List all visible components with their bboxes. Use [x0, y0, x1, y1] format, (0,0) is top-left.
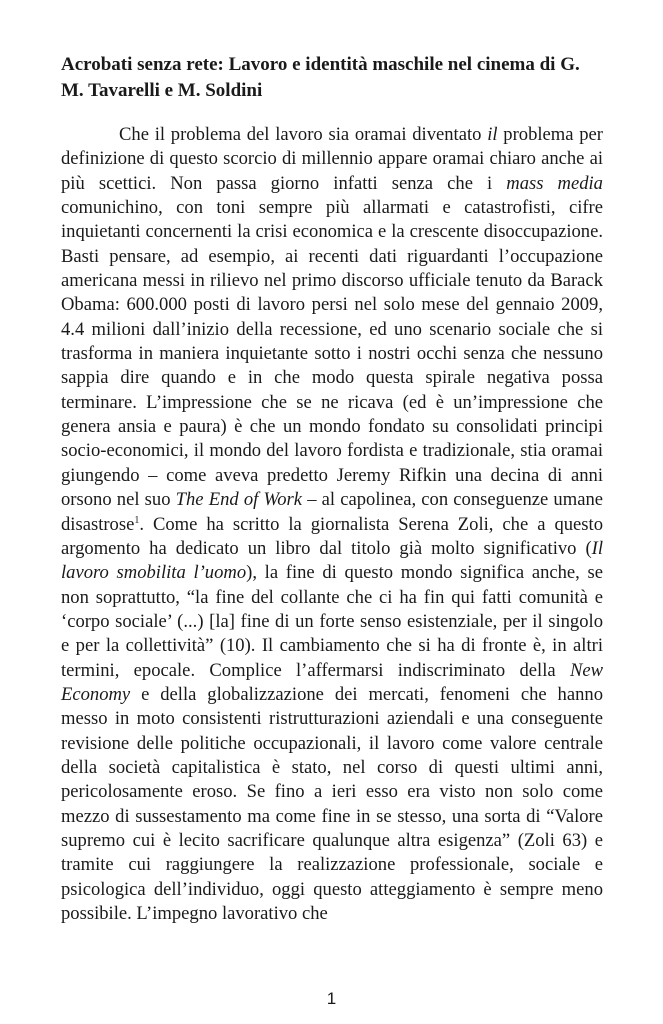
text-run: problema per definizione di questo scorcio di millennio appare oramai chiaro anche ai più scettici. Non passa giorno infatti senza che i [61, 124, 603, 194]
italic-run: New Economy [61, 659, 603, 705]
italic-run: The End of Work [175, 489, 303, 511]
text-run: e della globalizzazione dei mercati, fenomeni che hanno messo in moto consistenti ristrutturazioni aziendali e una conseguente revisione delle politiche occupazionali, il lavoro come valore centrale della società capitalistica è stato, nel corso di questi ultimi anni, pericolosamente eroso. Se fino a ieri esso era visto non solo come mezzo di sussestamento ma come fine in se stesso, una sorta di “Valore supremo cui è lecito sacrificare qualunque altra esigenza” (Zoli 63) e tramite cui raggiungere la realizzazione professionale, sociale e psicologica dell’individuo, oggi questo atteggiamento è sempre meno possibile. L’impegno lavorativo che [61, 683, 603, 924]
italic-run: mass media [506, 172, 603, 194]
text-run: – al capolinea, con conseguenze umane disastrose [61, 489, 603, 535]
page-content [61, 52, 603, 926]
italic-run: Il lavoro smobilita l’uomo [61, 537, 603, 584]
italic-run: il [487, 124, 498, 145]
text-run: comunichino, con toni sempre più allarmati e catastrofisti, cifre inquietanti concernenti la crisi economica e la crescente disoccupazione. Basti pensare, ad esempio, ai recenti dati riguardanti l’occupazione americana messi in rilievo nel primo discorso ufficiale tenuto da Barack Obama: 600.000 posti di lavoro persi nel solo mese del gennaio 2009, 4.4 milioni dall’inizio della recessione, ed uno scenario sociale che si trasforma in maniera inquietante sotto i nostri occhi senza che nessuno sappia dire quando e in che modo questa spirale negativa possa terminare. L’impressione che se ne ricava (ed è un’impressione che genera ansia e paura) è che un mondo fondato su consolidati principi socio-economici, il mondo del lavoro fordista e tradizionale, stia oramai giungendo – come aveva predetto Jeremy Rifkin una decina di anni orsono nel suo [61, 197, 603, 511]
text-run: ), la fine di questo mondo significa anche, se non soprattutto, “la fine del collante che ci ha fin qui fatti comunità e ‘corpo sociale’ (...) [la] fine di un forte senso esistenziale, per il singolo e per la collettività” (10). Il cambiamento che si ha di fronte è, in altri termini, epocale. Complice l’affermarsi indiscriminato della [61, 562, 604, 681]
body-paragraph [61, 123, 603, 926]
text-run: . Come ha scritto la giornalista Serena Zoli, che a questo argomento ha dedicato un libro dal titolo già molto significativo ( [61, 513, 603, 559]
text-run: Che il problema del lavoro sia oramai diventato [119, 124, 488, 145]
document-title: Acrobati senza rete: Lavoro e identità maschile nel cinema di G. M. Tavarelli e M. Soldini [61, 54, 580, 101]
footnote-marker[interactable]: 1 [134, 514, 140, 526]
page-number: 1 [326, 989, 337, 1008]
